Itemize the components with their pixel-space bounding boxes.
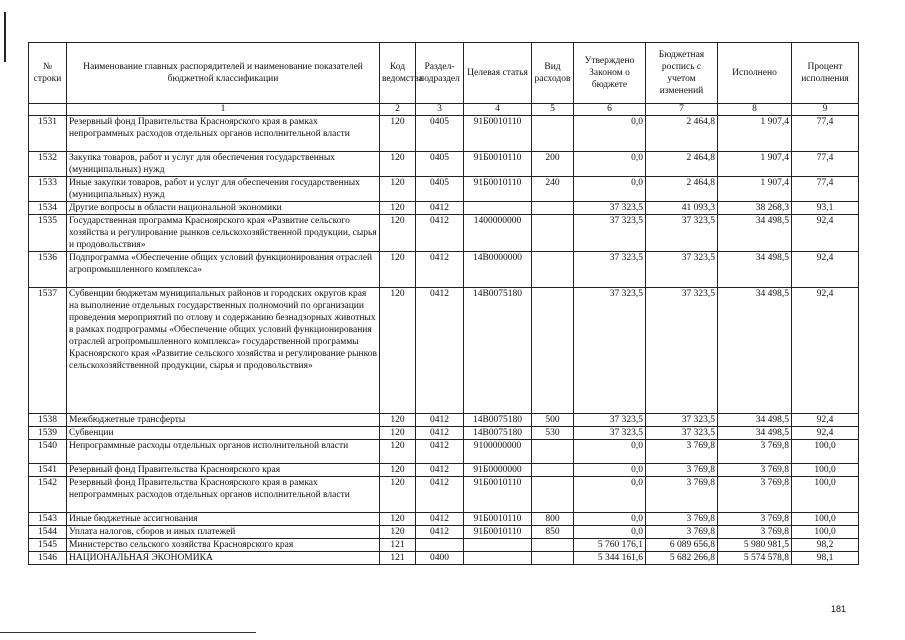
row-dept-code: 120 xyxy=(380,427,416,440)
row-target-code: 91Б0010110 xyxy=(464,513,532,526)
footnote-divider xyxy=(0,632,256,633)
row-executed: 34 498,5 xyxy=(718,288,792,414)
row-approved: 0,0 xyxy=(574,477,646,513)
row-number: 1539 xyxy=(29,427,67,440)
row-section-code: 0412 xyxy=(416,477,464,513)
row-number: 1540 xyxy=(29,440,67,464)
row-dept-code: 120 xyxy=(380,177,416,202)
row-approved: 0,0 xyxy=(574,464,646,477)
row-target-code: 14В0075180 xyxy=(464,414,532,427)
column-number xyxy=(29,104,67,116)
row-approved: 0,0 xyxy=(574,177,646,202)
table-row xyxy=(29,414,859,427)
row-dept-code: 120 xyxy=(380,464,416,477)
row-target-code: 14В0075180 xyxy=(464,288,532,414)
row-expense-type: 800 xyxy=(532,513,574,526)
row-schedule: 37 323,5 xyxy=(646,288,718,414)
row-number: 1535 xyxy=(29,215,67,252)
row-expense-type xyxy=(532,116,574,152)
row-expense-type xyxy=(532,440,574,464)
row-section-code: 0405 xyxy=(416,152,464,177)
row-number: 1538 xyxy=(29,414,67,427)
row-target-code: 91Б0010110 xyxy=(464,152,532,177)
row-name: Резервный фонд Правительства Красноярского края xyxy=(67,464,380,477)
row-percent: 77,4 xyxy=(792,177,859,202)
header-target: Целевая статья xyxy=(464,43,532,104)
header-section: Раздел-подраздел xyxy=(416,43,464,104)
header-percent: Процент исполнения xyxy=(792,43,859,104)
row-schedule: 3 769,8 xyxy=(646,477,718,513)
row-approved: 0,0 xyxy=(574,152,646,177)
table-row xyxy=(29,177,859,202)
row-approved: 0,0 xyxy=(574,526,646,539)
row-section-code: 0405 xyxy=(416,177,464,202)
table-header-row xyxy=(29,43,859,104)
table-row xyxy=(29,202,859,215)
row-name: Уплата налогов, сборов и иных платежей xyxy=(67,526,380,539)
row-approved: 37 323,5 xyxy=(574,252,646,288)
row-approved: 37 323,5 xyxy=(574,427,646,440)
row-percent: 77,4 xyxy=(792,152,859,177)
row-percent: 100,0 xyxy=(792,526,859,539)
table-row xyxy=(29,526,859,539)
row-percent: 98,1 xyxy=(792,552,859,565)
row-target-code: 91Б0010110 xyxy=(464,526,532,539)
row-dept-code: 120 xyxy=(380,152,416,177)
row-schedule: 3 769,8 xyxy=(646,513,718,526)
row-percent: 100,0 xyxy=(792,477,859,513)
row-percent: 100,0 xyxy=(792,464,859,477)
row-target-code xyxy=(464,202,532,215)
row-dept-code: 120 xyxy=(380,252,416,288)
row-approved: 5 760 176,1 xyxy=(574,539,646,552)
row-number: 1544 xyxy=(29,526,67,539)
row-schedule: 2 464,8 xyxy=(646,116,718,152)
row-executed: 38 268,3 xyxy=(718,202,792,215)
row-section-code: 0412 xyxy=(416,440,464,464)
column-number: 6 xyxy=(574,104,646,116)
row-section-code: 0412 xyxy=(416,414,464,427)
row-dept-code: 120 xyxy=(380,202,416,215)
row-executed: 5 574 578,8 xyxy=(718,552,792,565)
row-schedule: 37 323,5 xyxy=(646,414,718,427)
page-number: 181 xyxy=(831,604,847,614)
row-executed: 3 769,8 xyxy=(718,464,792,477)
row-name: Подпрограмма «Обеспечение общих условий функционирования отраслей агропромышленного комплекса» xyxy=(67,252,380,288)
column-number: 2 xyxy=(380,104,416,116)
table-row xyxy=(29,440,859,464)
row-schedule: 3 769,8 xyxy=(646,440,718,464)
row-number: 1537 xyxy=(29,288,67,414)
row-approved: 37 323,5 xyxy=(574,202,646,215)
row-percent: 98,2 xyxy=(792,539,859,552)
row-dept-code: 121 xyxy=(380,539,416,552)
row-percent: 92,4 xyxy=(792,215,859,252)
row-schedule: 6 089 656,8 xyxy=(646,539,718,552)
row-name: Резервный фонд Правительства Красноярского края в рамках непрограммных расходов отдельных органов исполнительной власти xyxy=(67,116,380,152)
row-expense-type xyxy=(532,288,574,414)
row-number: 1533 xyxy=(29,177,67,202)
budget-table xyxy=(28,42,859,565)
table-row xyxy=(29,552,859,565)
row-approved: 37 323,5 xyxy=(574,288,646,414)
column-number: 4 xyxy=(464,104,532,116)
row-name: Межбюджетные трансферты xyxy=(67,414,380,427)
row-name: Резервный фонд Правительства Красноярского края в рамках непрограммных расходов отдельных органов исполнительной власти xyxy=(67,477,380,513)
row-name: Другие вопросы в области национальной экономики xyxy=(67,202,380,215)
row-target-code: 14В0075180 xyxy=(464,427,532,440)
column-number-row xyxy=(29,104,859,116)
header-num: № строки xyxy=(29,43,67,104)
column-number: 5 xyxy=(532,104,574,116)
row-dept-code: 120 xyxy=(380,526,416,539)
row-executed: 3 769,8 xyxy=(718,526,792,539)
table-row xyxy=(29,427,859,440)
row-section-code: 0412 xyxy=(416,513,464,526)
header-approved: Утверждено Законом о бюджете xyxy=(574,43,646,104)
row-number: 1545 xyxy=(29,539,67,552)
row-number: 1534 xyxy=(29,202,67,215)
row-expense-type: 240 xyxy=(532,177,574,202)
row-percent: 92,4 xyxy=(792,252,859,288)
row-target-code: 14В0000000 xyxy=(464,252,532,288)
row-executed: 5 980 981,5 xyxy=(718,539,792,552)
row-expense-type xyxy=(532,464,574,477)
row-dept-code: 120 xyxy=(380,440,416,464)
row-number: 1531 xyxy=(29,116,67,152)
header-exp-type: Вид расходов xyxy=(532,43,574,104)
row-section-code: 0400 xyxy=(416,552,464,565)
header-schedule: Бюджетная роспись с учетом изменений xyxy=(646,43,718,104)
row-approved: 0,0 xyxy=(574,513,646,526)
row-target-code: 91Б0010110 xyxy=(464,116,532,152)
row-dept-code: 120 xyxy=(380,513,416,526)
row-percent: 92,4 xyxy=(792,414,859,427)
row-expense-type: 850 xyxy=(532,526,574,539)
row-executed: 1 907,4 xyxy=(718,152,792,177)
row-percent: 92,4 xyxy=(792,288,859,414)
row-schedule: 5 682 266,8 xyxy=(646,552,718,565)
row-target-code: 1400000000 xyxy=(464,215,532,252)
table-row xyxy=(29,288,859,414)
row-percent: 92,4 xyxy=(792,427,859,440)
row-schedule: 37 323,5 xyxy=(646,427,718,440)
row-name: Министерство сельского хозяйства Красноярского края xyxy=(67,539,380,552)
row-section-code: 0412 xyxy=(416,202,464,215)
row-executed: 1 907,4 xyxy=(718,177,792,202)
table-row xyxy=(29,477,859,513)
row-executed: 3 769,8 xyxy=(718,513,792,526)
row-executed: 3 769,8 xyxy=(718,477,792,513)
row-expense-type xyxy=(532,202,574,215)
row-executed: 1 907,4 xyxy=(718,116,792,152)
row-number: 1532 xyxy=(29,152,67,177)
row-section-code: 0405 xyxy=(416,116,464,152)
row-executed: 34 498,5 xyxy=(718,252,792,288)
row-schedule: 2 464,8 xyxy=(646,152,718,177)
row-approved: 0,0 xyxy=(574,440,646,464)
row-expense-type xyxy=(532,252,574,288)
table-row xyxy=(29,152,859,177)
row-name: Закупка товаров, работ и услуг для обеспечения государственных (муниципальных) нужд xyxy=(67,152,380,177)
row-name: Государственная программа Красноярского края «Развитие сельского хозяйства и регулирование рынков сельскохозяйственной продукции, сырья и продовольствия» xyxy=(67,215,380,252)
row-section-code: 0412 xyxy=(416,427,464,440)
row-approved: 0,0 xyxy=(574,116,646,152)
column-number: 8 xyxy=(718,104,792,116)
row-approved: 37 323,5 xyxy=(574,414,646,427)
row-expense-type xyxy=(532,215,574,252)
row-expense-type: 500 xyxy=(532,414,574,427)
row-number: 1543 xyxy=(29,513,67,526)
row-schedule: 37 323,5 xyxy=(646,252,718,288)
row-target-code: 91Б0000000 xyxy=(464,464,532,477)
table-row xyxy=(29,464,859,477)
row-dept-code: 120 xyxy=(380,414,416,427)
row-section-code: 0412 xyxy=(416,464,464,477)
row-name: Иные бюджетные ассигнования xyxy=(67,513,380,526)
row-section-code: 0412 xyxy=(416,252,464,288)
table-row xyxy=(29,116,859,152)
row-dept-code: 120 xyxy=(380,116,416,152)
row-target-code: 91Б0010110 xyxy=(464,477,532,513)
row-percent: 100,0 xyxy=(792,513,859,526)
row-target-code: 91Б0010110 xyxy=(464,177,532,202)
row-section-code: 0412 xyxy=(416,526,464,539)
row-section-code: 0412 xyxy=(416,215,464,252)
row-expense-type xyxy=(532,539,574,552)
row-expense-type: 200 xyxy=(532,152,574,177)
row-section-code: 0412 xyxy=(416,288,464,414)
column-number: 7 xyxy=(646,104,718,116)
row-name: НАЦИОНАЛЬНАЯ ЭКОНОМИКА xyxy=(67,552,380,565)
row-executed: 34 498,5 xyxy=(718,427,792,440)
row-name: Субвенции бюджетам муниципальных районов и городских округов края на выполнение отдельных государственных полномочий по организации проведения мероприятий по отлову и содержанию безнадзорных животных в рамках подпрограммы «Обеспечение общих условий функционирования отраслей агропромышленного комплекса» государственной программы Красноярского края «Развитие сельского хозяйства и регулирование рынков сельскохозяйственной продукции, сырья и продовольствия» xyxy=(67,288,380,414)
header-name: Наименование главных распорядителей и наименование показателей бюджетной классификации xyxy=(67,43,380,104)
table-row xyxy=(29,539,859,552)
row-schedule: 3 769,8 xyxy=(646,526,718,539)
row-schedule: 2 464,8 xyxy=(646,177,718,202)
row-dept-code: 121 xyxy=(380,552,416,565)
row-target-code xyxy=(464,552,532,565)
header-dept: Код ведомства xyxy=(380,43,416,104)
row-expense-type: 530 xyxy=(532,427,574,440)
row-name: Иные закупки товаров, работ и услуг для обеспечения государственных (муниципальных) нужд xyxy=(67,177,380,202)
row-expense-type xyxy=(532,477,574,513)
row-schedule: 37 323,5 xyxy=(646,215,718,252)
row-schedule: 3 769,8 xyxy=(646,464,718,477)
row-name: Непрограммные расходы отдельных органов исполнительной власти xyxy=(67,440,380,464)
row-executed: 34 498,5 xyxy=(718,414,792,427)
row-schedule: 41 093,3 xyxy=(646,202,718,215)
row-name: Субвенции xyxy=(67,427,380,440)
table-row xyxy=(29,513,859,526)
column-number: 3 xyxy=(416,104,464,116)
row-approved: 37 323,5 xyxy=(574,215,646,252)
row-percent: 100,0 xyxy=(792,440,859,464)
row-dept-code: 120 xyxy=(380,215,416,252)
row-number: 1542 xyxy=(29,477,67,513)
row-number: 1536 xyxy=(29,252,67,288)
row-dept-code: 120 xyxy=(380,477,416,513)
row-percent: 77,4 xyxy=(792,116,859,152)
row-expense-type xyxy=(532,552,574,565)
header-executed: Исполнено xyxy=(718,43,792,104)
column-number: 9 xyxy=(792,104,859,116)
row-section-code xyxy=(416,539,464,552)
column-number: 1 xyxy=(67,104,380,116)
table-row xyxy=(29,215,859,252)
row-executed: 34 498,5 xyxy=(718,215,792,252)
row-target-code: 9100000000 xyxy=(464,440,532,464)
row-target-code xyxy=(464,539,532,552)
row-executed: 3 769,8 xyxy=(718,440,792,464)
row-number: 1541 xyxy=(29,464,67,477)
row-number: 1546 xyxy=(29,552,67,565)
left-margin-mark xyxy=(4,12,6,62)
table-row xyxy=(29,252,859,288)
row-dept-code: 120 xyxy=(380,288,416,414)
row-approved: 5 344 161,6 xyxy=(574,552,646,565)
row-percent: 93,1 xyxy=(792,202,859,215)
